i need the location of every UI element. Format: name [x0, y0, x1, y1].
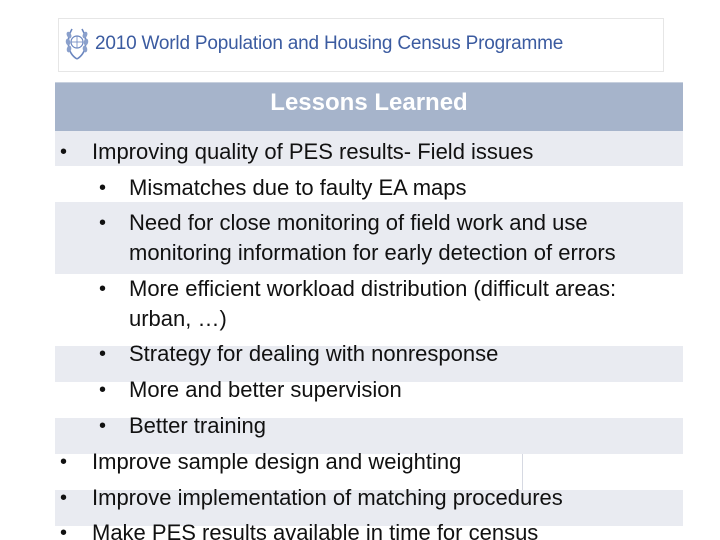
section-title: Lessons Learned: [270, 89, 468, 116]
bullet-item: Make PES results available in time for census: [92, 520, 539, 540]
sub-bullet-item: More and better supervision: [129, 377, 402, 402]
un-emblem-icon: [63, 23, 91, 63]
bullet-symbol: •: [99, 278, 107, 300]
sub-bullet-continuation: urban, …): [129, 306, 227, 331]
bullet-item: Improve sample design and weighting: [92, 449, 462, 474]
bullet-symbol: •: [99, 212, 107, 234]
bullet-symbol: •: [60, 487, 68, 509]
sub-bullet-continuation: monitoring information for early detection of errors: [129, 240, 616, 265]
bullet-symbol: •: [60, 451, 68, 473]
bullet-symbol: •: [60, 141, 68, 163]
sub-bullet-item: Strategy for dealing with nonresponse: [129, 341, 499, 366]
programme-title: 2010 World Population and Housing Census Programme: [95, 33, 564, 54]
bullet-symbol: •: [60, 522, 68, 540]
section-header-bar: [55, 82, 683, 132]
sub-bullet-item: More efficient workload distribution (difficult areas:: [129, 276, 617, 301]
sub-bullet-item: Better training: [129, 413, 266, 438]
sub-bullet-item: Mismatches due to faulty EA maps: [129, 175, 467, 200]
bullet-item: Improving quality of PES results- Field issues: [92, 139, 534, 164]
programme-banner: [58, 18, 664, 72]
bullet-symbol: •: [99, 415, 107, 437]
bullet-symbol: •: [99, 177, 107, 199]
sub-bullet-item: Need for close monitoring of field work and use: [129, 210, 588, 235]
bullet-symbol: •: [99, 379, 107, 401]
bullet-item: Improve implementation of matching procedures: [92, 485, 563, 510]
bullet-symbol: •: [99, 343, 107, 365]
